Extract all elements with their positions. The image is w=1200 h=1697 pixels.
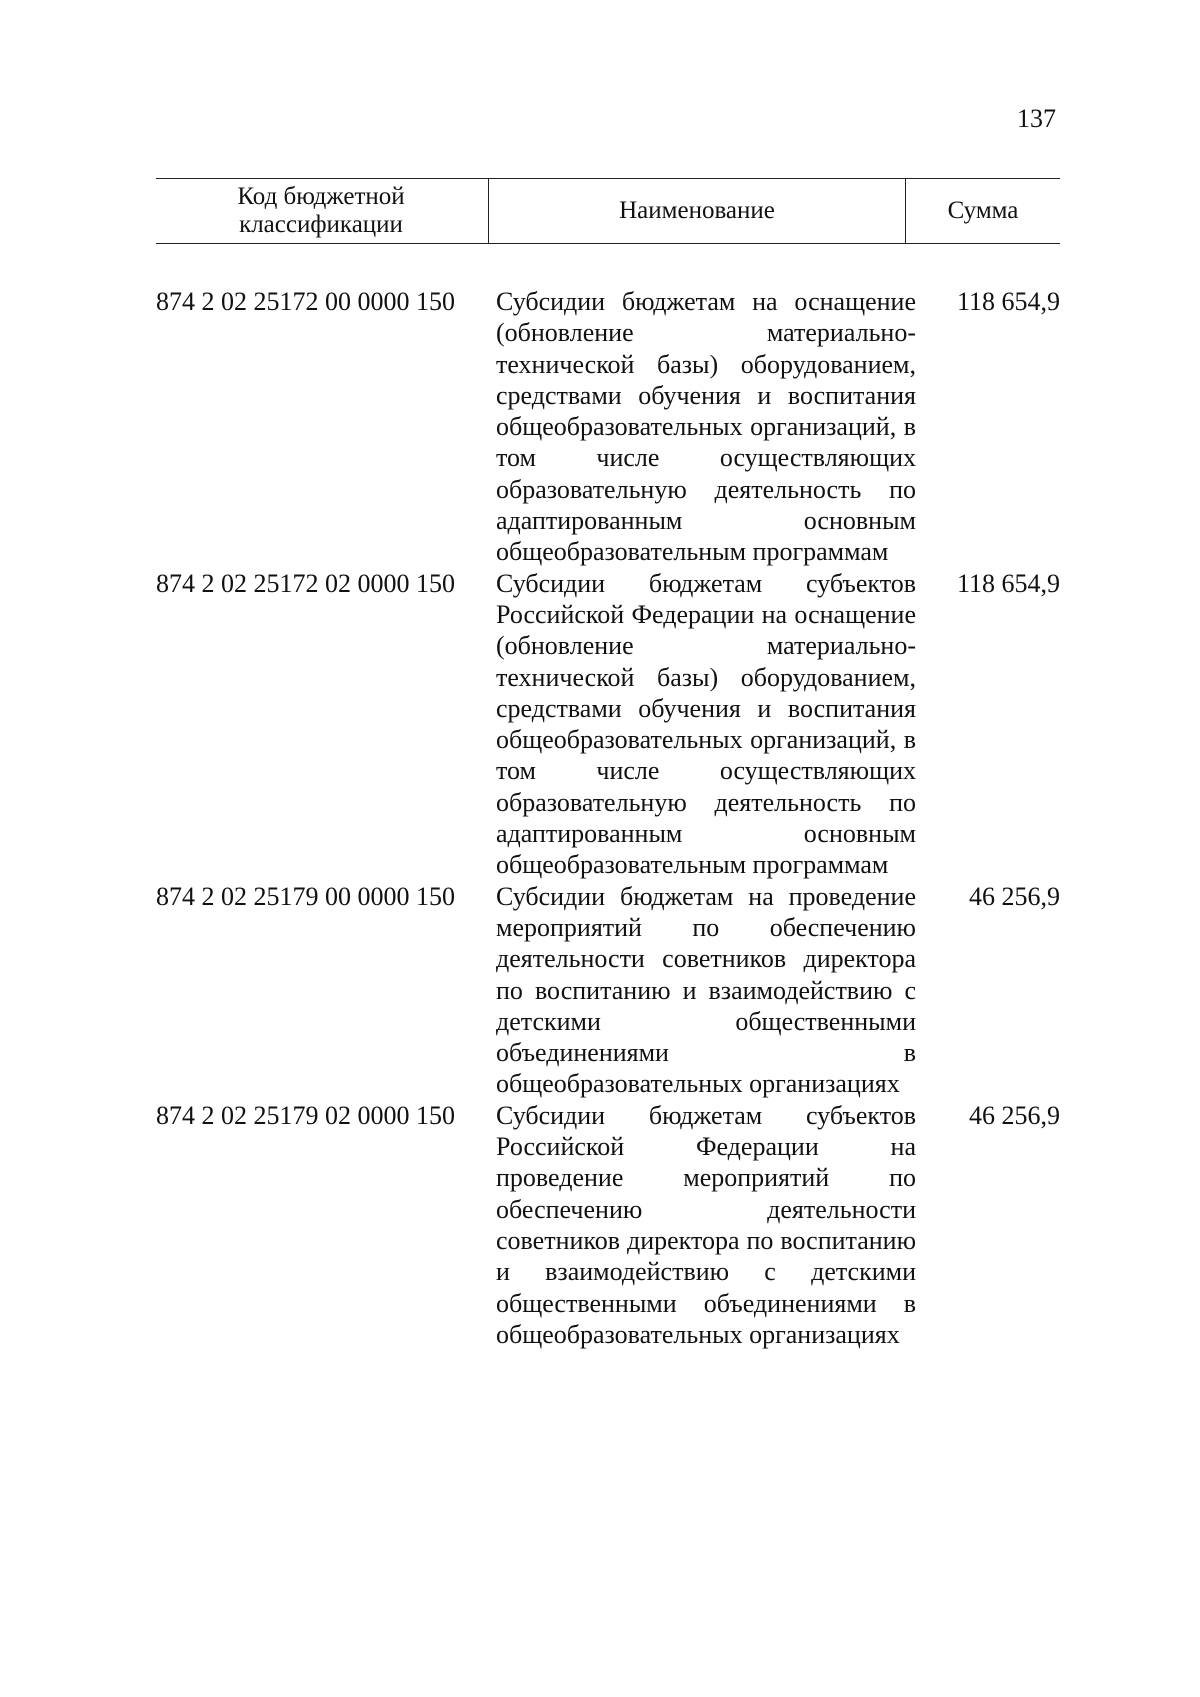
table-body <box>156 286 1060 1350</box>
header-name <box>488 179 906 243</box>
table-row <box>156 568 1060 881</box>
row-sum: 46 256,9 <box>969 1100 1060 1130</box>
header-code-label: Код бюджетной классификации <box>237 183 405 238</box>
table-row <box>156 1100 1060 1350</box>
table-row <box>156 286 1060 568</box>
table-row <box>156 881 1060 1100</box>
row-code: 874 2 02 25172 00 0000 150 <box>156 287 455 316</box>
row-sum: 118 654,9 <box>956 568 1060 598</box>
header-sum <box>906 179 1060 243</box>
row-sum: 46 256,9 <box>969 881 1060 911</box>
header-name-label: Наименование <box>619 197 775 224</box>
header-sum-label: Сумма <box>947 197 1019 224</box>
row-name: Субсидии бюджетам субъектов Российской Федерации на проведение мероприятий по обеспечению деятельности советников директора по воспитанию и взаимодействию с детскими общественными объединениями в общеобразовательных организациях <box>496 1100 916 1349</box>
row-code: 874 2 02 25179 00 0000 150 <box>156 881 455 911</box>
row-name: Субсидии бюджетам на оснащение (обновление материально-технической базы) оборудованием, средствами обучения и воспитания общеобразовательных организаций, в том числе осуществляющих образовательную деятельность по адаптированным основным общеобразовательным программам <box>496 287 916 567</box>
page-number: 137 <box>1017 104 1056 133</box>
table-header <box>156 178 1060 244</box>
row-code: 874 2 02 25179 02 0000 150 <box>156 1100 455 1130</box>
row-code: 874 2 02 25172 02 0000 150 <box>156 568 455 598</box>
row-name: Субсидии бюджетам на проведение мероприятий по обеспечению деятельности советников директора по воспитанию и взаимодействию с детскими общественными объединениями в общеобразовательных организациях <box>496 881 916 1099</box>
header-code <box>156 179 486 243</box>
row-sum: 118 654,9 <box>956 287 1060 316</box>
row-name: Субсидии бюджетам субъектов Российской Федерации на оснащение (обновление материально-технической базы) оборудованием, средствами обучения и воспитания общеобразовательных организаций, в том числе осуществляющих образовательную деятельность по адаптированным основным общеобразовательным программам <box>496 568 916 880</box>
